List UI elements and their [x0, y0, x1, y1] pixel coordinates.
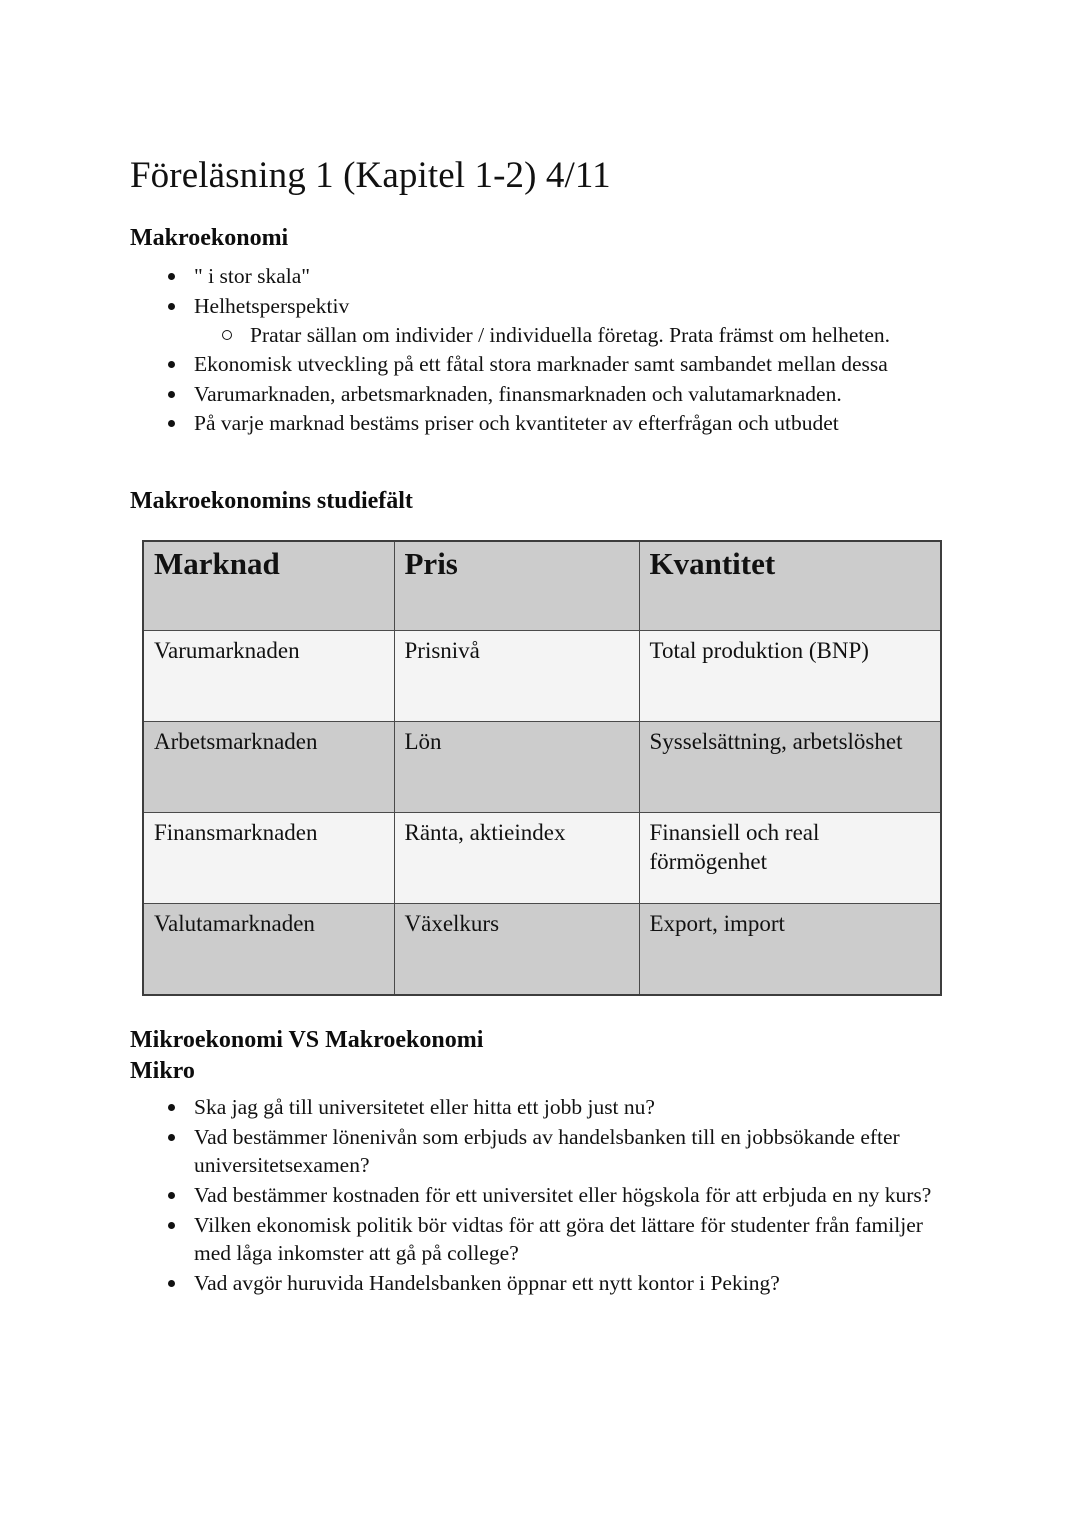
- table-header-row: [143, 541, 941, 631]
- table-row: [143, 630, 941, 721]
- table-body: [143, 630, 941, 995]
- list-item: [130, 1181, 960, 1210]
- table-cell-marknad: Arbetsmarknaden: [143, 721, 394, 812]
- studiefalt-table-wrapper: [142, 540, 940, 996]
- column-header-pris: Pris: [394, 541, 639, 631]
- section-heading-studiefalt: Makroekonomins studiefält: [130, 487, 413, 514]
- bullet-text: Vilken ekonomisk politik bör vidtas för att göra det lättare för studenter från familjer med låga inkomster att gå på college?: [194, 1212, 923, 1266]
- section-heading-makroekonomi: Makroekonomi: [130, 224, 289, 251]
- sub-bullet-text: Pratar sällan om individer / individuella företag. Prata främst om helheten.: [250, 322, 891, 347]
- bullet-text: På varje marknad bestäms priser och kvantiteter av efterfrågan och utbudet: [194, 411, 839, 436]
- list-item: [130, 1211, 960, 1268]
- table-cell-kvantitet: Total produktion (BNP): [639, 630, 941, 721]
- bullet-text: Helhetsperspektiv: [194, 293, 350, 318]
- column-header-kvantitet: Kvantitet: [639, 541, 941, 631]
- section-mikro-vs-makro: [130, 1026, 960, 1298]
- mikro-bullet-list: [130, 1093, 960, 1297]
- table-cell-marknad: Varumarknaden: [143, 630, 394, 721]
- spacer: [130, 439, 960, 487]
- table-header: [143, 541, 941, 631]
- table-row: [143, 812, 941, 903]
- sub-list-item: [194, 321, 960, 350]
- makroekonomi-bullet-list: [130, 262, 960, 438]
- table-cell-marknad: Valutamarknaden: [143, 903, 394, 995]
- table-cell-kvantitet: Export, import: [639, 903, 941, 995]
- bullet-text: Vad bestämmer kostnaden för ett universitet eller högskola för att erbjuda en ny kurs?: [194, 1183, 932, 1208]
- table-row: [143, 721, 941, 812]
- section-subheading-mikro: Mikro: [130, 1057, 195, 1084]
- table-cell-kvantitet: Finansiell och real förmögenhet: [639, 812, 941, 903]
- section-studiefalt: [130, 487, 960, 996]
- section-makroekonomi: [130, 224, 960, 438]
- makroekonomi-sub-bullet-list: [194, 321, 960, 350]
- document-content: [130, 155, 960, 1298]
- bullet-text: Ekonomisk utveckling på ett fåtal stora marknader samt sambandet mellan dessa: [194, 352, 888, 377]
- table-cell-pris: Växelkurs: [394, 903, 639, 995]
- list-item: [130, 292, 960, 349]
- studiefalt-table: [142, 540, 942, 996]
- bullet-text: Vad avgör huruvida Handelsbanken öppnar ett nytt kontor i Peking?: [194, 1270, 780, 1295]
- table-cell-pris: Prisnivå: [394, 630, 639, 721]
- bullet-text: Varumarknaden, arbetsmarknaden, finansmarknaden och valutamarknaden.: [194, 381, 842, 406]
- list-item: [130, 350, 960, 379]
- page-title: Föreläsning 1 (Kapitel 1-2) 4/11: [130, 155, 611, 196]
- table-cell-kvantitet: Sysselsättning, arbetslöshet: [639, 721, 941, 812]
- bullet-text: " i stor skala": [194, 264, 311, 289]
- table-row: [143, 903, 941, 995]
- list-item: [130, 380, 960, 409]
- column-header-marknad: Marknad: [143, 541, 394, 631]
- list-item: [130, 262, 960, 291]
- table-cell-marknad: Finansmarknaden: [143, 812, 394, 903]
- list-item: [130, 409, 960, 438]
- list-item: [130, 1269, 960, 1298]
- table-cell-pris: Lön: [394, 721, 639, 812]
- section-heading-mikro-vs-makro: Mikroekonomi VS Makroekonomi: [130, 1026, 484, 1053]
- list-item: [130, 1093, 960, 1122]
- spacer: [130, 996, 960, 1026]
- spacer: [130, 526, 960, 540]
- list-item: [130, 1123, 960, 1180]
- bullet-text: Vad bestämmer lönenivån som erbjuds av handelsbanken till en jobbsökande efter universitetsexamen?: [194, 1124, 900, 1178]
- table-cell-pris: Ränta, aktieindex: [394, 812, 639, 903]
- bullet-text: Ska jag gå till universitetet eller hitta ett jobb just nu?: [194, 1095, 655, 1120]
